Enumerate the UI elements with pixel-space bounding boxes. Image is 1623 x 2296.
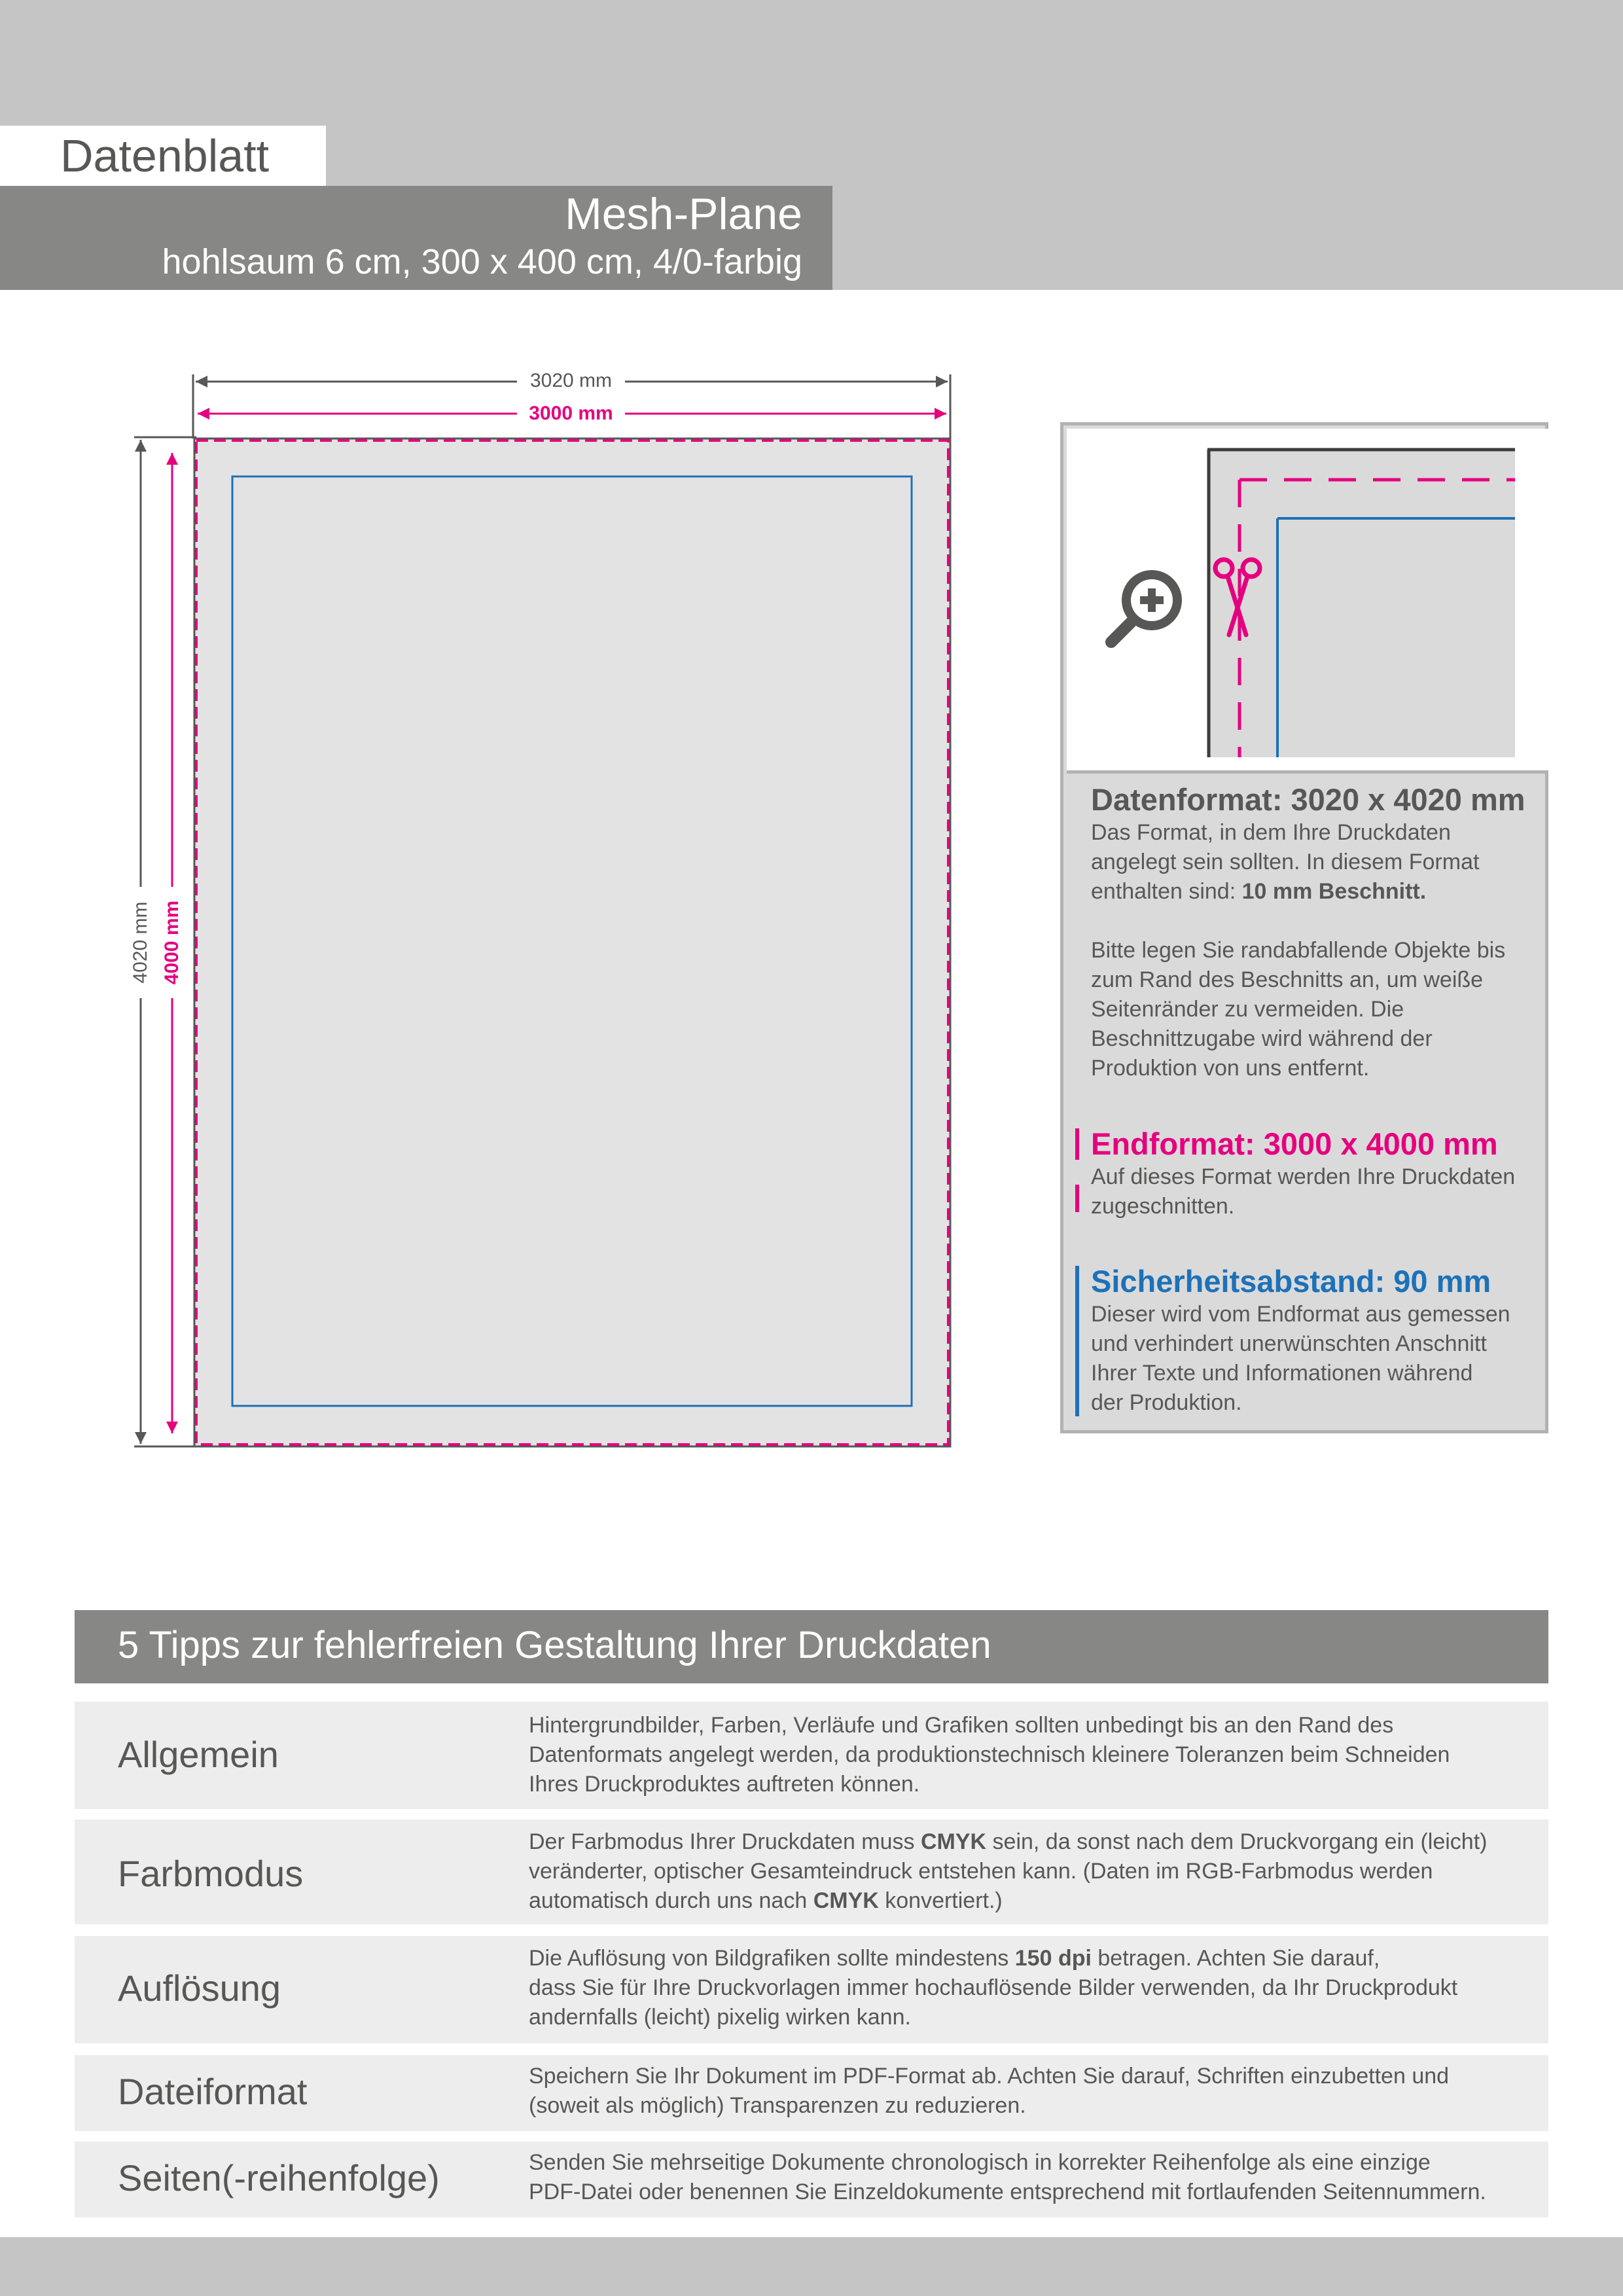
tip-line: Die Auflösung von Bildgrafiken sollte mindestens [529,1946,1015,1971]
tip-bold: CMYK [813,1888,879,1913]
format-diagram [0,0,982,1479]
footer-band [0,2237,1623,2296]
tip-label: Farbmodus [118,1853,304,1894]
end-format-line: zugeschnitten. [1091,1194,1235,1219]
tip-text [529,1944,1537,2032]
data-format-line: Bitte legen Sie randabfallende Objekte bis [1091,938,1506,963]
tip-label: Dateiformat [118,2071,308,2112]
tip-line: (soweit als möglich) Transparenzen zu reduzieren. [529,2093,1026,2118]
data-format-line: Produktion von uns entfernt. [1091,1056,1370,1081]
data-format-line: Das Format, in dem Ihre Druckdaten [1091,820,1451,845]
width-final-label: 3000 mm [529,403,613,424]
tip-text [529,1827,1537,1916]
data-format-rect [194,439,950,1446]
tip-text [529,2062,1537,2121]
data-format-info [1091,781,1536,1083]
bleed-value: 10 mm Beschnitt. [1241,879,1427,904]
tip-text [529,1711,1537,1799]
data-format-line: Beschnittzugabe wird während der [1091,1026,1433,1051]
tip-line: veränderter, optischer Gesamteindruck entstehen kann. (Daten im RGB-Farbmodus werden [529,1859,1433,1884]
tip-bold: CMYK [920,1829,987,1854]
tip-line: dass Sie für Ihre Druckvorlagen immer hochauflösende Bilder verwenden, da Ihr Druckprodukt [529,1975,1458,2000]
safety-title: Sicherheitsabstand: 90 mm [1091,1264,1491,1299]
data-format-line: Seitenränder zu vermeiden. Die [1091,997,1404,1022]
data-format-line: angelegt sein sollten. In diesem Format [1091,850,1480,874]
tip-line: Der Farbmodus Ihrer Druckdaten muss [529,1829,921,1854]
tip-line: andernfalls (leicht) pixelig wirken kann. [529,2005,911,2030]
end-format-bar [1075,1128,1079,1160]
tip-line: PDF-Datei oder benennen Sie Einzeldokumente entsprechend mit fortlaufenden Seitennummern. [529,2179,1486,2204]
product-subtitle: hohlsaum 6 cm, 300 x 400 cm, 4/0-farbig [162,242,802,281]
tip-label: Allgemein [118,1734,279,1775]
tip-label: Auflösung [118,1967,281,2009]
zoom-in-icon [1111,570,1182,642]
end-format-title: Endformat: 3000 x 4000 mm [1091,1126,1498,1161]
data-format-line: zum Rand des Beschnitts an, um weiße [1091,967,1484,992]
height-final-label: 4000 mm [161,900,183,985]
tip-line: betragen. Achten Sie darauf, [1091,1946,1380,1971]
end-format-line: Auf dieses Format werden Ihre Druckdaten [1091,1164,1516,1189]
tip-line: automatisch durch uns nach [529,1888,813,1913]
corner-detail [1067,429,1548,774]
safety-line: Dieser wird vom Endformat aus gemessen [1091,1302,1510,1327]
corner-zoom-graphic [1067,429,1548,770]
end-format-info [1091,1126,1536,1221]
tip-line: Speichern Sie Ihr Dokument im PDF-Format ab. Achten Sie darauf, Schriften einzubetten und [529,2064,1450,2089]
safety-bar [1075,1266,1079,1416]
height-data-label: 4020 mm [130,901,151,984]
tip-line: Ihres Druckproduktes auftreten können. [529,1772,920,1797]
safety-line: Ihrer Texte und Informationen während [1091,1361,1473,1386]
tip-line: konvertiert.) [878,1888,1003,1913]
tip-line: Datenformats angelegt werden, da produktionstechnisch kleinere Toleranzen beim Schneiden [529,1742,1450,1767]
tip-label: Seiten(-reihenfolge) [118,2157,440,2198]
document-label: Datenblatt [60,130,270,181]
data-format-line: enthalten sind: [1091,879,1242,904]
safety-line: der Produktion. [1091,1390,1242,1415]
tip-line: Hintergrundbilder, Farben, Verläufe und Grafiken sollten unbedingt bis an den Rand des [529,1713,1394,1738]
safety-line: und verhindert unerwünschten Anschnitt [1091,1331,1487,1356]
end-format-bar [1075,1185,1079,1212]
tips-title: 5 Tipps zur fehlerfreien Gestaltung Ihrer Druckdaten [118,1624,991,1666]
data-format-title: Datenformat: 3020 x 4020 mm [1091,782,1525,817]
tip-line: sein, da sonst nach dem Druckvorgang ein (leicht) [986,1829,1488,1854]
tip-text [529,2148,1537,2207]
tip-bold: 150 dpi [1014,1946,1092,1971]
tip-line: Senden Sie mehrseitige Dokumente chronologisch in korrekter Reihenfolge als eine einzige [529,2150,1431,2175]
product-title: Mesh-Plane [565,189,802,239]
safety-info [1091,1263,1536,1418]
width-data-label: 3020 mm [529,370,613,391]
